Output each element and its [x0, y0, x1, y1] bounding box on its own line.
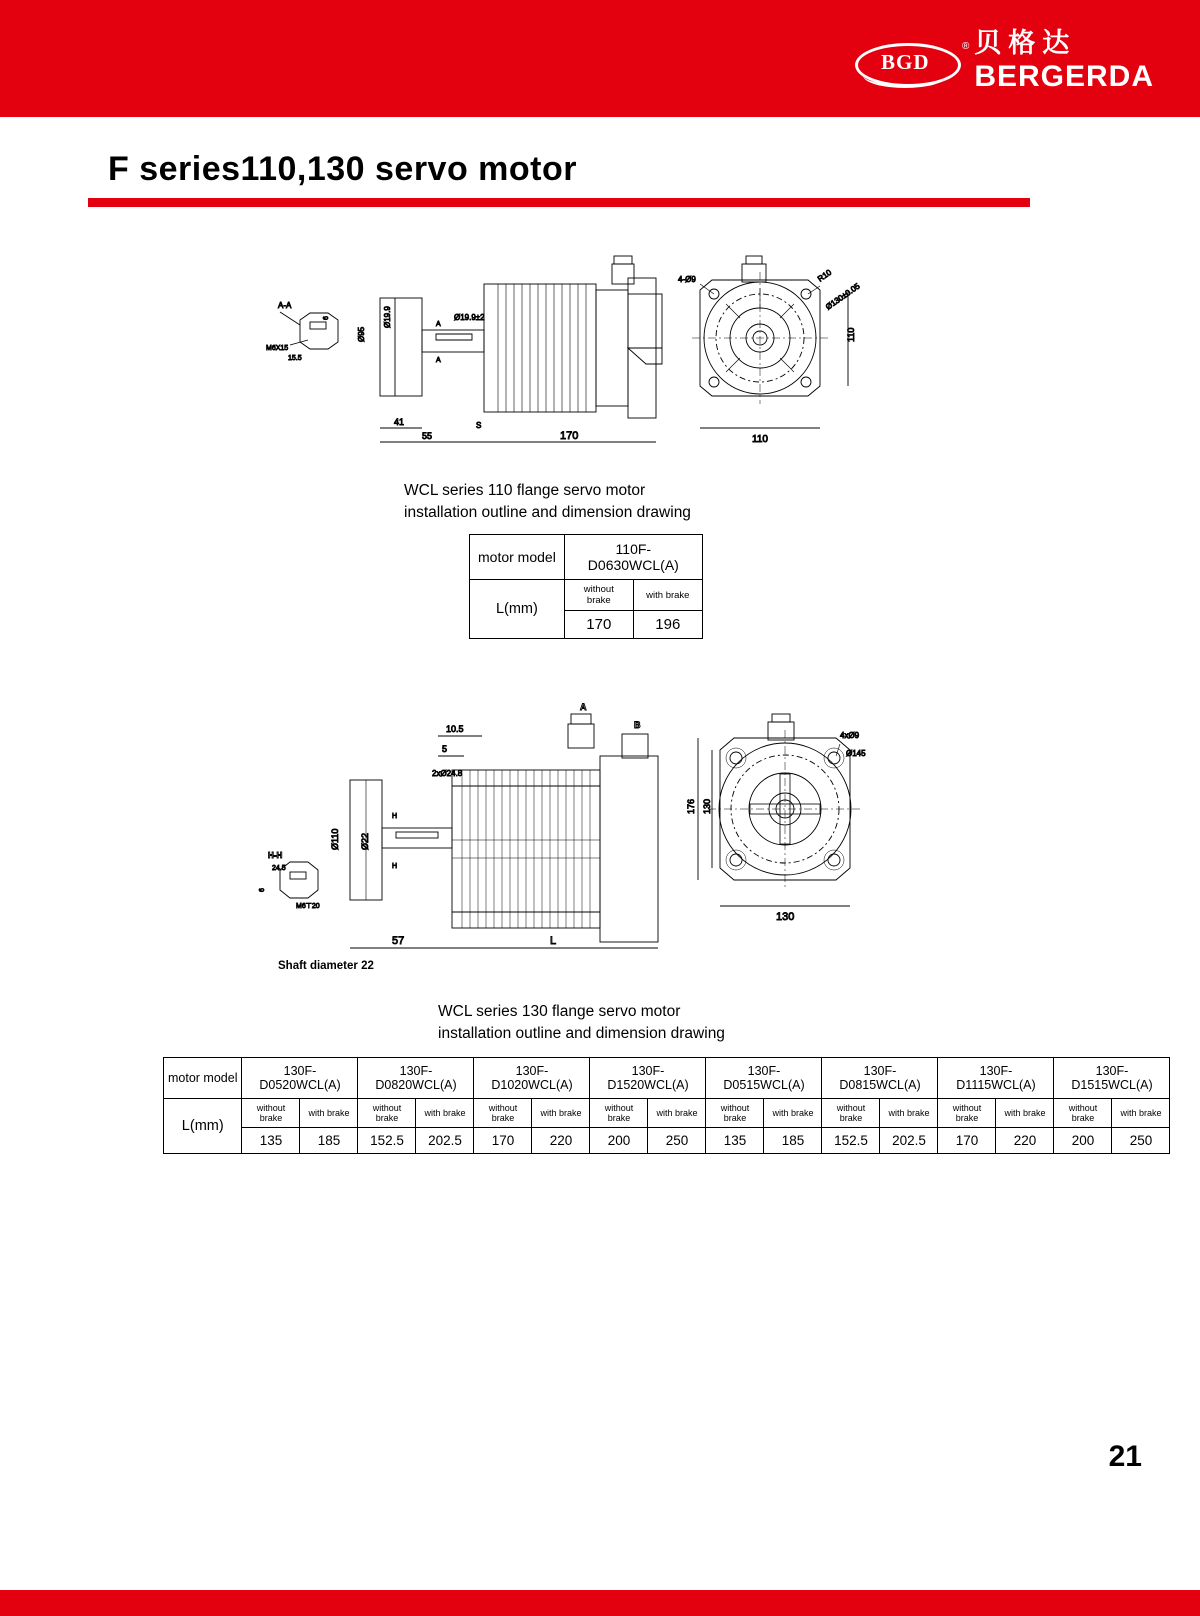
table-130-subheader-5a: without brake — [822, 1099, 880, 1128]
svg-text:57: 57 — [392, 935, 405, 947]
svg-text:110: 110 — [752, 434, 768, 445]
svg-text:L: L — [550, 935, 557, 947]
table-130-model-0: 130F-D0520WCL(A) — [242, 1058, 358, 1099]
figure-110-caption-line1: WCL series 110 flange servo motor — [404, 482, 646, 499]
logo-mark-text: BGD — [881, 49, 930, 74]
bgd-logo-icon — [855, 35, 970, 87]
svg-text:15.5: 15.5 — [288, 355, 302, 362]
table-130-subheader-2b: with brake — [532, 1099, 590, 1128]
svg-text:A-A: A-A — [278, 301, 292, 310]
table-130-value-4b: 185 — [764, 1128, 822, 1154]
svg-text:Ø19.9: Ø19.9 — [383, 306, 392, 328]
table-130-model-5: 130F-D0815WCL(A) — [822, 1058, 938, 1099]
svg-text:55: 55 — [422, 431, 433, 441]
table-110-subheader-1: with brake — [633, 580, 702, 611]
svg-text:B: B — [634, 720, 641, 730]
table-130-model-6: 130F-D1115WCL(A) — [938, 1058, 1054, 1099]
brand-name-cn: 贝格达 — [974, 27, 1077, 59]
svg-text:4xØ9: 4xØ9 — [840, 731, 860, 740]
table-110-model-value: 110F-D0630WCL(A) — [564, 535, 702, 580]
table-130-subheader-7b: with brake — [1112, 1099, 1170, 1128]
table-130-value-1a: 152.5 — [358, 1128, 416, 1154]
title-underline-rule — [88, 198, 1030, 207]
svg-text:110: 110 — [846, 327, 856, 342]
svg-text:A: A — [580, 702, 587, 712]
svg-text:A: A — [436, 357, 441, 364]
table-130-dimensions — [163, 1057, 1170, 1154]
svg-text:2xØ24.8: 2xØ24.8 — [432, 769, 463, 778]
table-110-dimensions — [469, 534, 703, 639]
table-row — [470, 580, 703, 611]
brand-logo — [855, 26, 1154, 96]
table-130-l-label: L(mm) — [164, 1099, 242, 1154]
svg-text:176: 176 — [686, 798, 696, 814]
table-row — [164, 1058, 1170, 1099]
table-130-value-4a: 135 — [706, 1128, 764, 1154]
brand-name-en: BERGERDA — [974, 60, 1154, 94]
svg-text:M6⊤20: M6⊤20 — [296, 903, 320, 910]
table-130-value-5a: 152.5 — [822, 1128, 880, 1154]
table-130-subheader-3a: without brake — [590, 1099, 648, 1128]
svg-text:10.5: 10.5 — [446, 724, 464, 734]
page-title: F series110,130 servo motor — [108, 150, 577, 188]
table-130-subheader-3b: with brake — [648, 1099, 706, 1128]
table-130-subheader-0a: without brake — [242, 1099, 300, 1128]
brand-text — [974, 29, 1154, 94]
table-130-value-5b: 202.5 — [880, 1128, 938, 1154]
table-110-value-1: 196 — [633, 611, 702, 639]
table-110-subheader-0: without brake — [564, 580, 633, 611]
header-bar — [0, 0, 1200, 117]
table-130-subheader-7a: without brake — [1054, 1099, 1112, 1128]
svg-text:M6X15: M6X15 — [266, 345, 289, 352]
svg-text:Ø95: Ø95 — [357, 326, 366, 342]
svg-text:Ø145: Ø145 — [846, 749, 866, 758]
registered-mark: ® — [961, 41, 970, 52]
svg-text:H: H — [392, 813, 398, 820]
table-130-value-3a: 200 — [590, 1128, 648, 1154]
table-130-value-2b: 220 — [532, 1128, 590, 1154]
page-number: 21 — [1108, 1440, 1142, 1473]
table-130-value-0a: 135 — [242, 1128, 300, 1154]
svg-text:6: 6 — [259, 888, 266, 892]
footer-bar — [0, 1590, 1200, 1616]
figure-130-caption-line1: WCL series 130 flange servo motor — [438, 1003, 681, 1020]
table-row — [164, 1128, 1170, 1154]
table-130-value-1b: 202.5 — [416, 1128, 474, 1154]
table-row — [470, 535, 703, 580]
table-110-model-label: motor model — [470, 535, 565, 580]
figure-110-caption — [404, 480, 691, 525]
svg-text:6: 6 — [323, 316, 330, 320]
table-130-subheader-1b: with brake — [416, 1099, 474, 1128]
svg-text:24.5: 24.5 — [272, 865, 286, 872]
figure-130-caption-line2: installation outline and dimension drawing — [438, 1025, 725, 1043]
table-130-value-3b: 250 — [648, 1128, 706, 1154]
shaft-diameter-note: Shaft diameter 22 — [278, 960, 374, 972]
figure-110-drawing — [240, 250, 920, 485]
svg-text:130: 130 — [702, 798, 712, 814]
table-130-subheader-1a: without brake — [358, 1099, 416, 1128]
table-130-subheader-0b: with brake — [300, 1099, 358, 1128]
svg-text:5: 5 — [442, 744, 448, 754]
table-130-model-3: 130F-D1520WCL(A) — [590, 1058, 706, 1099]
svg-text:4-Ø9: 4-Ø9 — [678, 275, 696, 284]
svg-text:S: S — [476, 421, 482, 430]
svg-text:Ø22: Ø22 — [360, 832, 370, 850]
table-130-value-0b: 185 — [300, 1128, 358, 1154]
figure-110-caption-line2: installation outline and dimension drawing — [404, 504, 691, 522]
table-110-value-0: 170 — [564, 611, 633, 639]
svg-text:A: A — [436, 321, 441, 328]
svg-text:170: 170 — [560, 430, 579, 442]
table-130-value-2a: 170 — [474, 1128, 532, 1154]
table-130-value-7b: 250 — [1112, 1128, 1170, 1154]
table-130-value-6b: 220 — [996, 1128, 1054, 1154]
table-130-subheader-6a: without brake — [938, 1099, 996, 1128]
table-130-model-7: 130F-D1515WCL(A) — [1054, 1058, 1170, 1099]
table-130-model-label: motor model — [164, 1058, 242, 1099]
logo-swoosh-shape — [863, 63, 947, 88]
svg-text:Ø19.9±2: Ø19.9±2 — [454, 313, 485, 322]
table-130-model-2: 130F-D1020WCL(A) — [474, 1058, 590, 1099]
table-130-subheader-4a: without brake — [706, 1099, 764, 1128]
svg-text:H-H: H-H — [268, 851, 283, 860]
svg-text:Ø110: Ø110 — [330, 828, 340, 850]
table-row — [164, 1099, 1170, 1128]
table-130-subheader-2a: without brake — [474, 1099, 532, 1128]
svg-text:H: H — [392, 863, 398, 870]
table-130-value-7a: 200 — [1054, 1128, 1112, 1154]
svg-text:R10: R10 — [815, 267, 834, 284]
table-130-subheader-5b: with brake — [880, 1099, 938, 1128]
table-110-l-label: L(mm) — [470, 580, 565, 639]
svg-text:130: 130 — [776, 911, 795, 923]
table-130-subheader-4b: with brake — [764, 1099, 822, 1128]
table-130-value-6a: 170 — [938, 1128, 996, 1154]
table-130-model-4: 130F-D0515WCL(A) — [706, 1058, 822, 1099]
figure-130-drawing — [250, 700, 950, 975]
table-130-subheader-6b: with brake — [996, 1099, 1054, 1128]
svg-text:Ø130±0.05: Ø130±0.05 — [823, 281, 862, 312]
svg-text:41: 41 — [394, 417, 405, 427]
figure-130-caption — [438, 1001, 725, 1046]
table-130-model-1: 130F-D0820WCL(A) — [358, 1058, 474, 1099]
